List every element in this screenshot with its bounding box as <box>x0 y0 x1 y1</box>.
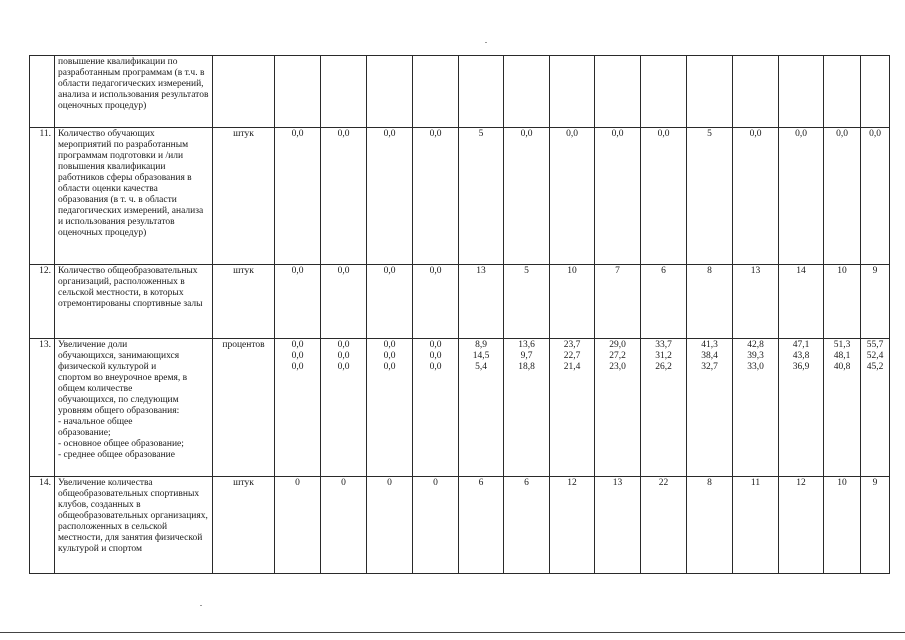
value-primary: 33,7 <box>655 340 672 350</box>
value-cell: 14 <box>779 265 824 339</box>
value-basic: 38,4 <box>701 351 718 361</box>
unit-cell: штук <box>213 128 275 265</box>
value-cell: 0,0 <box>641 128 687 265</box>
value-basic: 43,8 <box>792 351 810 361</box>
indicator-name-line: спортом во внеурочное время, в <box>58 373 188 383</box>
unit-cell: штук <box>213 265 275 339</box>
value-secondary: 0,0 <box>383 362 396 372</box>
value-basic: 0,0 <box>383 351 396 361</box>
indicator-name-line: образование; <box>58 428 111 438</box>
indicator-name: Количество обучающих мероприятий по разработанным программам подготовки и /или повышения квалификации работников сферы образования в области оценки качества образования (в т. ч. в области педагогических измерений, анализа и использования результатов оценочных процедур) <box>55 128 213 265</box>
table-row <box>30 339 890 477</box>
value-basic: 0,0 <box>291 351 304 361</box>
value-primary: 41,3 <box>701 340 718 350</box>
value-cell <box>459 56 504 128</box>
value-cell: 8 <box>687 477 733 574</box>
value-cell: 10 <box>824 265 861 339</box>
value-cell: 0,0 <box>367 128 413 265</box>
table-row <box>30 56 890 128</box>
value-basic: 14,5 <box>472 351 490 361</box>
value-basic: 0,0 <box>337 351 350 361</box>
indicators-table <box>29 55 890 574</box>
value-cell: 0,0 <box>595 128 641 265</box>
value-primary: 0,0 <box>291 340 304 350</box>
value-cell <box>779 339 824 477</box>
value-cell: 0,0 <box>550 128 595 265</box>
value-cell <box>413 56 459 128</box>
value-secondary: 0,0 <box>291 362 304 372</box>
indicator-name-line: общем количестве <box>58 384 133 394</box>
value-cell <box>687 339 733 477</box>
value-cell: 0,0 <box>367 265 413 339</box>
unit-cell: штук <box>213 477 275 574</box>
value-cell: 0,0 <box>413 128 459 265</box>
value-cell <box>861 339 890 477</box>
value-cell <box>321 339 367 477</box>
value-cell <box>641 339 687 477</box>
indicator-name-line: обучающихся, занимающихся <box>58 351 180 361</box>
value-cell: 13 <box>459 265 504 339</box>
value-cell <box>504 339 550 477</box>
value-cell: 13 <box>733 265 779 339</box>
value-secondary: 23,0 <box>609 362 626 372</box>
value-basic: 0,0 <box>429 351 442 361</box>
value-cell <box>459 339 504 477</box>
page-bottom-rule <box>0 632 905 633</box>
value-secondary: 0,0 <box>337 362 350 372</box>
value-cell: 0,0 <box>275 128 321 265</box>
value-cell <box>824 56 861 128</box>
value-secondary: 21,4 <box>563 362 581 372</box>
value-cell: 0 <box>321 477 367 574</box>
indicator-name <box>55 339 213 477</box>
value-cell: 5 <box>504 265 550 339</box>
value-cell: 0,0 <box>321 265 367 339</box>
unit-cell: процентов <box>213 339 275 477</box>
unit-cell <box>213 56 275 128</box>
value-secondary: 45,2 <box>866 362 884 372</box>
value-cell <box>550 56 595 128</box>
value-cell: 13 <box>595 477 641 574</box>
value-basic: 9,7 <box>520 351 533 361</box>
value-cell: 12 <box>779 477 824 574</box>
value-cell: 0,0 <box>861 128 890 265</box>
value-cell <box>275 339 321 477</box>
value-cell: 0,0 <box>824 128 861 265</box>
value-secondary: 32,7 <box>701 362 718 372</box>
value-basic: 22,7 <box>563 351 581 361</box>
value-primary: 8,9 <box>475 340 487 350</box>
value-cell: 9 <box>861 265 890 339</box>
value-basic: 27,2 <box>609 351 626 361</box>
value-cell: 0,0 <box>504 128 550 265</box>
value-cell <box>413 339 459 477</box>
value-secondary: 18,8 <box>518 362 535 372</box>
value-cell: 7 <box>595 265 641 339</box>
value-cell: 0,0 <box>321 128 367 265</box>
value-secondary: 5,4 <box>475 362 487 372</box>
value-cell: 9 <box>861 477 890 574</box>
value-cell: 12 <box>550 477 595 574</box>
value-cell: 0 <box>413 477 459 574</box>
row-number: 12. <box>30 265 55 339</box>
value-cell: 6 <box>459 477 504 574</box>
value-secondary: 40,8 <box>833 362 851 372</box>
value-cell: 0,0 <box>413 265 459 339</box>
value-cell <box>504 56 550 128</box>
value-primary: 29,0 <box>609 340 626 350</box>
value-cell <box>550 339 595 477</box>
value-cell <box>779 56 824 128</box>
table-row <box>30 477 890 574</box>
value-cell: 0,0 <box>275 265 321 339</box>
indicator-name: повышение квалификации по разработанным программам (в т.ч. в области педагогических измерений, анализа и использования результатов оценочных процедур) <box>55 56 213 128</box>
row-number: 13. <box>30 339 55 477</box>
value-primary: 47,1 <box>792 340 810 350</box>
value-primary: 42,8 <box>747 340 764 350</box>
value-cell: 0,0 <box>733 128 779 265</box>
value-cell: 5 <box>687 128 733 265</box>
scan-speck <box>200 605 202 606</box>
value-cell: 6 <box>504 477 550 574</box>
value-secondary: 26,2 <box>655 362 672 372</box>
value-cell: 11 <box>733 477 779 574</box>
value-primary: 13,6 <box>518 340 535 350</box>
indicator-name-line: - основное общее образование; <box>58 439 184 449</box>
indicator-name-line: - начальное общее <box>58 417 133 427</box>
value-cell <box>595 339 641 477</box>
value-cell <box>824 339 861 477</box>
value-primary: 23,7 <box>563 340 581 350</box>
value-cell: 0 <box>275 477 321 574</box>
value-cell <box>367 56 413 128</box>
value-secondary: 36,9 <box>792 362 810 372</box>
indicator-name: Увеличение количества общеобразовательных спортивных клубов, созданных в общеобразовательных организациях, расположенных в сельской местности, для занятия физической культурой и спортом <box>55 477 213 574</box>
indicator-name-line: обучающихся, по следующим <box>58 395 179 405</box>
indicator-name: Количество общеобразовательных организаций, расположенных в сельской местности, в которых отремонтированы спортивные залы <box>55 265 213 339</box>
value-cell: 6 <box>641 265 687 339</box>
indicator-name-line: Увеличение доли <box>58 340 128 350</box>
value-cell <box>275 56 321 128</box>
value-cell: 0,0 <box>779 128 824 265</box>
value-primary: 0,0 <box>429 340 442 350</box>
value-cell <box>595 56 641 128</box>
value-cell: 8 <box>687 265 733 339</box>
value-secondary: 0,0 <box>429 362 442 372</box>
value-cell: 0 <box>367 477 413 574</box>
value-cell: 5 <box>459 128 504 265</box>
value-cell <box>861 56 890 128</box>
value-basic: 31,2 <box>655 351 672 361</box>
value-primary: 51,3 <box>833 340 851 350</box>
value-primary: 0,0 <box>337 340 350 350</box>
scan-speck <box>485 42 487 43</box>
table-row <box>30 265 890 339</box>
value-primary: 0,0 <box>383 340 396 350</box>
value-cell <box>367 339 413 477</box>
value-primary: 55,7 <box>866 340 884 350</box>
value-cell: 10 <box>550 265 595 339</box>
value-cell <box>733 339 779 477</box>
value-cell <box>687 56 733 128</box>
value-basic: 39,3 <box>747 351 764 361</box>
value-secondary: 33,0 <box>747 362 764 372</box>
row-number: 11. <box>30 128 55 265</box>
indicator-name-line: уровням общего образования: <box>58 406 180 416</box>
value-cell <box>733 56 779 128</box>
value-basic: 48,1 <box>833 351 851 361</box>
row-number <box>30 56 55 128</box>
value-cell <box>641 56 687 128</box>
value-cell: 10 <box>824 477 861 574</box>
value-basic: 52,4 <box>866 351 884 361</box>
value-cell: 22 <box>641 477 687 574</box>
table-row <box>30 128 890 265</box>
indicator-name-line: физической культурой и <box>58 362 157 372</box>
value-cell <box>321 56 367 128</box>
row-number: 14. <box>30 477 55 574</box>
indicator-name-line: - среднее общее образование <box>58 450 175 460</box>
